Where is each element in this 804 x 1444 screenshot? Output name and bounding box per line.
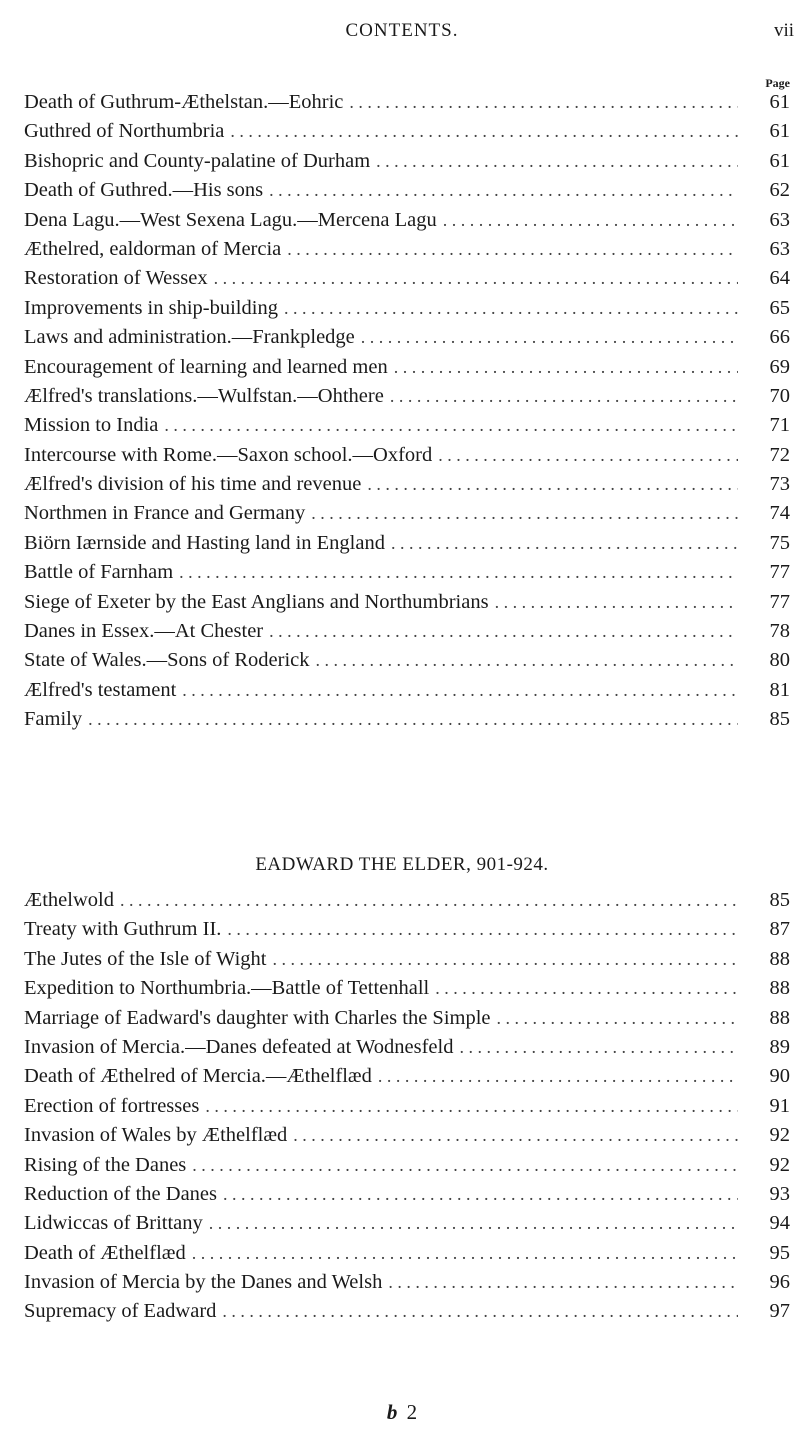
toc-entry-page: 62 xyxy=(769,179,790,202)
toc-entry-page: 96 xyxy=(769,1271,790,1294)
toc-section-eadward xyxy=(24,886,790,1327)
toc-entry-title: Northmen in France and Germany xyxy=(24,502,306,525)
toc-entry-page: 75 xyxy=(769,531,790,554)
toc-entry-page: 88 xyxy=(769,947,790,970)
dot-leader xyxy=(391,529,738,558)
toc-entry-title: Æthelwold xyxy=(24,889,114,911)
toc-entry-title: Biörn Iærnside and Hasting land in England xyxy=(24,531,385,554)
toc-entry-page: 63 xyxy=(769,237,790,260)
dot-leader xyxy=(361,323,738,352)
toc-entry-page: 64 xyxy=(769,267,790,290)
toc-entry xyxy=(24,176,790,205)
dot-leader xyxy=(269,176,738,205)
toc-entry-title: Encouragement of learning and learned men xyxy=(24,355,388,378)
toc-entry-page: 88 xyxy=(769,1006,790,1029)
toc-entry xyxy=(24,617,790,646)
folio-number: vii xyxy=(773,20,794,41)
toc-entry xyxy=(24,588,790,617)
toc-entry-title: Marriage of Eadward's daughter with Charles the Simple xyxy=(24,1006,491,1029)
dot-leader xyxy=(349,88,738,117)
toc-entry-page: 89 xyxy=(769,1035,790,1058)
dot-leader xyxy=(388,1268,738,1297)
toc-entry-title: Danes in Essex.—At Chester xyxy=(24,620,264,643)
dot-leader xyxy=(287,235,738,264)
toc-entry xyxy=(24,353,790,382)
dot-leader xyxy=(192,1239,738,1268)
dot-leader xyxy=(179,558,738,587)
toc-entry xyxy=(24,1033,790,1062)
toc-entry xyxy=(24,915,790,944)
toc-entry-page: 92 xyxy=(769,1124,790,1147)
toc-entry xyxy=(24,945,790,974)
toc-entry-title: Death of Guthrum-Æthelstan.—Eohric xyxy=(24,91,344,113)
toc-entry xyxy=(24,499,790,528)
toc-entry-title: Invasion of Mercia.—Danes defeated at Wodnesfeld xyxy=(24,1035,454,1058)
dot-leader xyxy=(205,1092,738,1121)
toc-entry-title: Family xyxy=(24,708,83,731)
running-title: CONTENTS. xyxy=(345,20,459,41)
dot-leader xyxy=(438,441,738,470)
toc-entry-page: 77 xyxy=(769,561,790,584)
dot-leader xyxy=(459,1033,738,1062)
signature-letter: b xyxy=(386,1400,398,1424)
dot-leader xyxy=(497,1004,738,1033)
toc-entry-page: 78 xyxy=(769,620,790,643)
toc-entry xyxy=(24,470,790,499)
toc-entry-title: Reduction of the Danes xyxy=(24,1182,217,1205)
page-column-label: Page xyxy=(765,76,790,90)
toc-entry xyxy=(24,1121,790,1150)
toc-entry-title: Guthred of Northumbria xyxy=(24,120,225,143)
toc-entry-page: 77 xyxy=(769,590,790,613)
toc-entry-title: Improvements in ship-building xyxy=(24,296,278,319)
toc-entry-title: Invasion of Wales by Æthelflæd xyxy=(24,1124,288,1147)
dot-leader xyxy=(227,915,738,944)
toc-entry xyxy=(24,1239,790,1268)
toc-entry-title: Treaty with Guthrum II. xyxy=(24,918,222,941)
toc-entry xyxy=(24,382,790,411)
toc-entry-page: 70 xyxy=(769,384,790,407)
toc-entry xyxy=(24,646,790,675)
toc-entry-page: 74 xyxy=(769,502,790,525)
dot-leader xyxy=(495,588,738,617)
toc-entry xyxy=(24,117,790,146)
toc-entry xyxy=(24,886,790,915)
dot-leader xyxy=(120,886,738,915)
toc-entry-title: Death of Æthelflæd xyxy=(24,1241,186,1264)
toc-entry xyxy=(24,294,790,323)
toc-entry xyxy=(24,1209,790,1238)
toc-entry-title: Ælfred's testament xyxy=(24,678,177,701)
toc-entry xyxy=(24,1062,790,1091)
toc-entry xyxy=(24,1180,790,1209)
toc-entry-title: Lidwiccas of Brittany xyxy=(24,1212,203,1235)
toc-entry-title: Intercourse with Rome.—Saxon school.—Oxford xyxy=(24,443,433,466)
dot-leader xyxy=(443,206,738,235)
signature-number: 2 xyxy=(406,1400,418,1424)
toc-entry-page: 92 xyxy=(769,1153,790,1176)
toc-entry-page: 90 xyxy=(769,1065,790,1088)
toc-entry-page: 91 xyxy=(769,1094,790,1117)
toc-entry-title: Bishopric and County-palatine of Durham xyxy=(24,149,371,172)
toc-entry-title: Ælfred's translations.—Wulfstan.—Ohthere xyxy=(24,384,384,407)
toc-entry-title: Supremacy of Eadward xyxy=(24,1300,217,1323)
toc-entry xyxy=(24,235,790,264)
toc-entry xyxy=(24,88,790,117)
toc-entry xyxy=(24,206,790,235)
toc-entry-title: State of Wales.—Sons of Roderick xyxy=(24,649,310,672)
toc-entry xyxy=(24,529,790,558)
toc-entry-page: 87 xyxy=(769,918,790,941)
toc-entry-page: 80 xyxy=(769,649,790,672)
toc-entry-page: 95 xyxy=(769,1241,790,1264)
toc-entry xyxy=(24,558,790,587)
toc-entry xyxy=(24,411,790,440)
dot-leader xyxy=(376,147,738,176)
toc-entry-title: Dena Lagu.—West Sexena Lagu.—Mercena Lagu xyxy=(24,208,437,231)
toc-entry-page: 94 xyxy=(769,1212,790,1235)
section-heading-eadward: EADWARD THE ELDER, 901-924. xyxy=(255,854,549,875)
dot-leader xyxy=(223,1180,738,1209)
dot-leader xyxy=(88,705,738,734)
toc-section-alfred xyxy=(24,88,790,735)
toc-entry-title: Siege of Exeter by the East Anglians and Northumbrians xyxy=(24,590,489,613)
dot-leader xyxy=(192,1151,738,1180)
toc-entry xyxy=(24,147,790,176)
toc-entry-page: 71 xyxy=(769,414,790,437)
toc-entry-page: 85 xyxy=(769,889,790,911)
toc-entry-page: 97 xyxy=(769,1300,790,1323)
dot-leader xyxy=(222,1297,738,1326)
toc-entry xyxy=(24,705,790,734)
toc-entry-page: 61 xyxy=(769,91,790,113)
dot-leader xyxy=(390,382,738,411)
toc-entry-page: 69 xyxy=(769,355,790,378)
toc-entry-title: Mission to India xyxy=(24,414,159,437)
toc-entry-title: Ælfred's division of his time and revenue xyxy=(24,473,362,496)
toc-entry xyxy=(24,1092,790,1121)
toc-entry xyxy=(24,676,790,705)
running-head xyxy=(0,18,804,48)
dot-leader xyxy=(164,411,738,440)
dot-leader xyxy=(378,1062,738,1091)
toc-entry xyxy=(24,974,790,1003)
toc-entry-page: 73 xyxy=(769,473,790,496)
toc-entry xyxy=(24,264,790,293)
dot-leader xyxy=(272,945,738,974)
toc-entry-page: 81 xyxy=(769,678,790,701)
toc-entry-title: Æthelred, ealdorman of Mercia xyxy=(24,237,282,260)
dot-leader xyxy=(367,470,738,499)
dot-leader xyxy=(435,974,738,1003)
toc-entry xyxy=(24,323,790,352)
toc-entry-title: The Jutes of the Isle of Wight xyxy=(24,947,267,970)
toc-entry-page: 85 xyxy=(769,708,790,731)
dot-leader xyxy=(394,353,738,382)
toc-entry-title: Death of Guthred.—His sons xyxy=(24,179,264,202)
dot-leader xyxy=(209,1209,738,1238)
toc-entry xyxy=(24,1004,790,1033)
toc-entry xyxy=(24,441,790,470)
toc-entry-title: Restoration of Wessex xyxy=(24,267,208,290)
dot-leader xyxy=(269,617,738,646)
toc-entry xyxy=(24,1268,790,1297)
toc-entry-page: 65 xyxy=(769,296,790,319)
dot-leader xyxy=(316,646,739,675)
dot-leader xyxy=(230,117,738,146)
toc-entry xyxy=(24,1151,790,1180)
dot-leader xyxy=(284,294,738,323)
dot-leader xyxy=(182,676,738,705)
toc-entry-page: 88 xyxy=(769,977,790,1000)
toc-entry-page: 61 xyxy=(769,149,790,172)
toc-entry-title: Expedition to Northumbria.—Battle of Tettenhall xyxy=(24,977,430,1000)
toc-entry-title: Invasion of Mercia by the Danes and Welsh xyxy=(24,1271,383,1294)
toc-entry xyxy=(24,1297,790,1326)
toc-entry-page: 63 xyxy=(769,208,790,231)
toc-entry-title: Battle of Farnham xyxy=(24,561,174,584)
toc-entry-title: Laws and administration.—Frankpledge xyxy=(24,326,355,349)
dot-leader xyxy=(293,1121,738,1150)
dot-leader xyxy=(311,499,738,528)
toc-entry-page: 61 xyxy=(769,120,790,143)
toc-entry-page: 93 xyxy=(769,1182,790,1205)
toc-entry-title: Rising of the Danes xyxy=(24,1153,187,1176)
toc-entry-page: 66 xyxy=(769,326,790,349)
toc-entry-page: 72 xyxy=(769,443,790,466)
dot-leader xyxy=(214,264,738,293)
toc-entry-title: Death of Æthelred of Mercia.—Æthelflæd xyxy=(24,1065,372,1088)
signature-mark xyxy=(0,1400,804,1425)
toc-entry-title: Erection of fortresses xyxy=(24,1094,200,1117)
